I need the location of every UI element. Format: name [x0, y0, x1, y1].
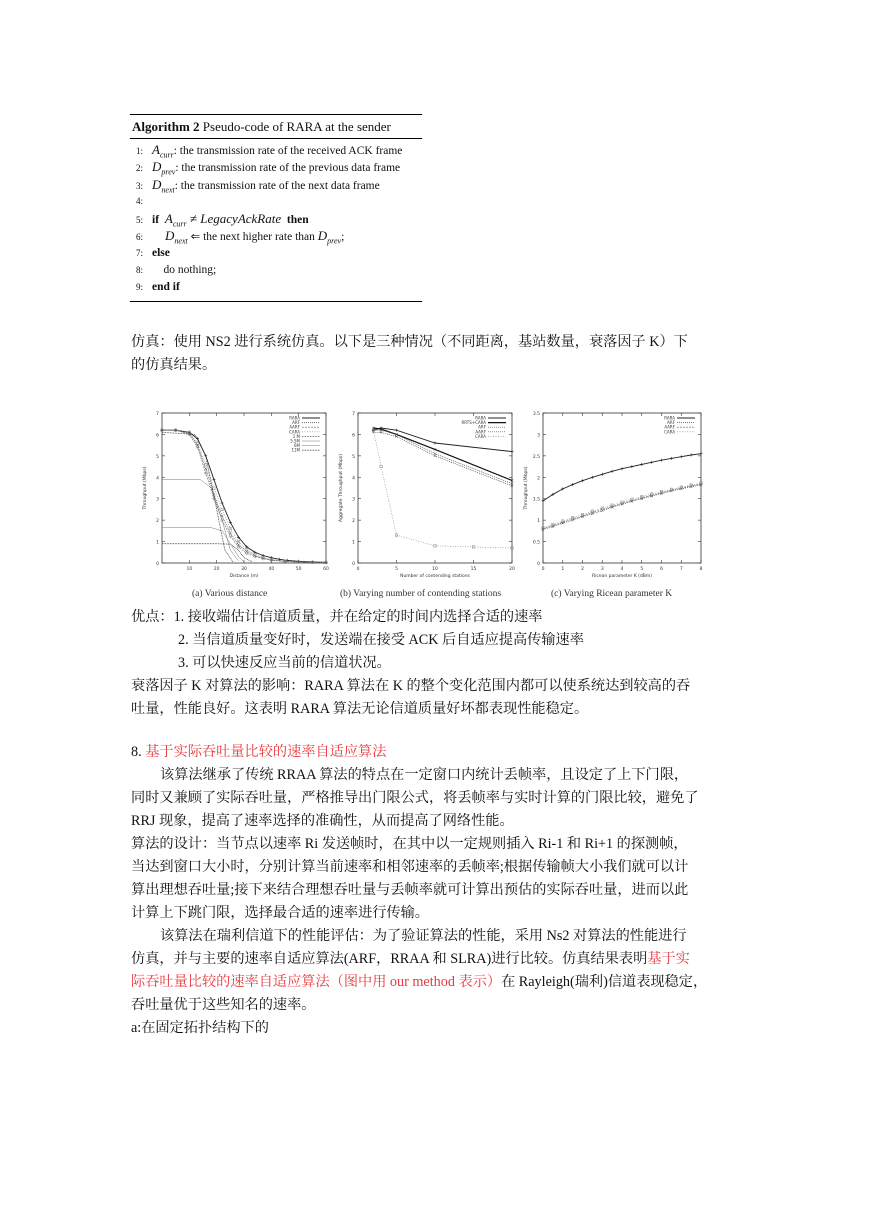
x-tick-label: 40	[268, 567, 275, 572]
y-tick-label: 2	[156, 519, 159, 525]
algorithm-symbol: prev	[327, 236, 342, 246]
data-point	[205, 463, 207, 465]
algorithm-symbol: D	[317, 228, 328, 244]
caption-a: (a) Various distance	[192, 589, 268, 599]
legend-label: 5.5M	[290, 438, 300, 444]
para-2-line-4: 计算上下跳门限，选择最合适的速率进行传输。	[131, 905, 429, 921]
algorithm-symbol: D	[152, 159, 162, 175]
algorithm-text: do nothing;	[152, 264, 217, 277]
x-tick-label: 30	[241, 567, 247, 572]
data-point	[221, 508, 223, 510]
legend-label: AARF	[664, 424, 675, 430]
para-2-line-3: 算出理想吞吐量;接下来结合理想吞吐量与丢帧率就可计算出预估的实际吞吐量，进而以此	[131, 882, 689, 898]
x-tick-label: 6	[660, 567, 663, 572]
para-2-line-1: 算法的设计：当节点以速率 Ri 发送帧时，在其中以一定规则插入 Ri-1 和 Ri+1 的探测帧，	[131, 836, 688, 852]
data-point	[434, 453, 436, 455]
chart-ricean-parameter	[521, 408, 705, 580]
algorithm-title-text: Pseudo-code of RARA at the sender	[202, 119, 391, 134]
x-axis-label: Number of contending stations	[400, 574, 470, 579]
algorithm-keyword: end if	[152, 281, 180, 294]
algorithm-text: : the transmission rate of the next data frame	[174, 179, 380, 192]
x-tick-label: 7	[679, 567, 683, 572]
algorithm-line	[130, 158, 422, 175]
y-tick-label: 4	[156, 476, 159, 482]
algorithm-symbol: curr	[159, 150, 174, 160]
y-tick-label: 2	[352, 519, 355, 525]
section-number: 8.	[131, 744, 146, 760]
algorithm-line	[130, 245, 422, 262]
series-line	[162, 544, 252, 562]
data-point	[700, 452, 703, 455]
data-point	[221, 502, 224, 505]
legend-label: RARA	[289, 415, 300, 421]
legend-label: 6M	[294, 443, 300, 449]
chart-svg	[140, 408, 330, 580]
para-1-line-1: 该算法继承了传统 RRAA 算法的特点在一定窗口内统计丢帧率，且设定了上下门限，	[160, 767, 689, 783]
y-tick-label: 1	[352, 540, 355, 546]
algorithm-line-number: 8:	[136, 265, 144, 276]
algorithm-title	[130, 115, 422, 138]
data-point	[690, 454, 693, 457]
advantage-1: 优点：1. 接收端估计信道质量，并在给定的时间内选择合适的速率	[131, 609, 543, 625]
x-axis-label: Distance (m)	[229, 574, 259, 579]
simulation-intro	[131, 331, 741, 377]
y-tick-label: 3	[156, 497, 159, 503]
algorithm-keyword: if	[152, 214, 162, 227]
x-axis-label: Ricean parameter K (dBm)	[591, 574, 653, 579]
x-tick-label: 1	[561, 567, 565, 572]
x-tick-label: 4	[620, 567, 624, 572]
algorithm-line	[130, 210, 422, 227]
algorithm-line	[130, 227, 422, 244]
algorithm-title-label: Algorithm 2	[132, 119, 200, 134]
y-tick-label: 1.5	[532, 497, 540, 503]
data-point	[434, 455, 436, 457]
data-point	[591, 476, 594, 479]
algorithm-line	[130, 262, 422, 279]
algorithm-lines	[130, 139, 422, 297]
algorithm-line-number: 5:	[136, 215, 144, 226]
x-tick-label: 10	[186, 567, 193, 572]
section-title: 基于实际吞吐量比较的速率自适应算法	[145, 744, 387, 760]
series-line	[373, 432, 512, 486]
y-tick-label: 7	[352, 412, 355, 417]
algorithm-symbol: prev	[161, 167, 176, 177]
data-point	[611, 470, 614, 473]
legend-label: RARA	[475, 415, 486, 421]
x-tick-label: 15	[470, 567, 477, 572]
y-tick-label: 2	[537, 476, 540, 482]
y-tick-label: 6	[156, 433, 159, 439]
caption-c: (c) Varying Ricean parameter K	[551, 589, 673, 599]
y-tick-label: 5	[156, 454, 159, 460]
series-line	[162, 430, 326, 562]
algorithm-symbol: next	[161, 184, 175, 194]
para-4: a:在固定拓扑结构下的	[131, 1020, 269, 1036]
data-point	[621, 467, 624, 470]
section-8	[131, 741, 751, 1040]
algorithm-line	[130, 279, 422, 296]
chart-svg	[336, 408, 516, 580]
algorithm-bottom-rule	[130, 301, 422, 302]
plot-frame	[358, 413, 512, 563]
algorithm-symbol: A	[161, 211, 173, 227]
y-tick-label: 0.5	[532, 540, 540, 546]
chart-contending-stations	[336, 408, 516, 580]
algorithm-keyword: then	[281, 214, 309, 227]
chart-svg	[521, 408, 705, 580]
simulation-line-1: 仿真：使用 NS2 进行系统仿真。以下是三种情况（不同距离，基站数量，衰落因子 K）下	[131, 334, 688, 350]
series-line	[162, 528, 244, 562]
series-line	[373, 430, 512, 484]
legend-label: AARF	[289, 424, 300, 430]
data-point	[601, 473, 604, 476]
data-point	[229, 532, 231, 534]
x-tick-label: 0	[356, 567, 360, 572]
algorithm-symbol: A	[152, 142, 160, 157]
y-tick-label: 0	[537, 562, 540, 567]
y-tick-label: 6	[352, 433, 355, 439]
y-tick-label: 0	[156, 562, 159, 567]
algorithm-line	[130, 193, 422, 210]
algorithm-box	[130, 114, 422, 302]
algorithm-text: ⇐ the next higher rate than	[187, 231, 318, 244]
data-point	[650, 461, 653, 464]
y-tick-label: 4	[352, 476, 355, 482]
data-point	[395, 429, 398, 432]
x-tick-label: 3	[600, 567, 604, 572]
y-axis-label: Throughput (Mbps)	[143, 466, 148, 510]
algorithm-line-number: 9:	[136, 282, 144, 293]
data-point	[680, 455, 683, 458]
series-line	[543, 454, 701, 501]
x-tick-label: 50	[295, 567, 302, 572]
legend-label: CARA	[664, 429, 675, 435]
para-1-line-3: RRJ 现象，提高了速率选择的准确性，从而提高了网络性能。	[131, 813, 514, 829]
series-line	[162, 432, 233, 562]
algorithm-symbol: D	[152, 228, 175, 244]
y-tick-label: 2.5	[532, 454, 540, 460]
para-3-line-1: 该算法在瑞利信道下的性能评估：为了验证算法的性能，采用 Ns2 对算法的性能进行	[160, 928, 687, 944]
series-line	[373, 430, 512, 548]
y-tick-label: 1	[156, 540, 159, 546]
data-point	[670, 457, 673, 460]
legend-label: AARF	[475, 429, 486, 435]
legend-label: CARA	[289, 429, 300, 435]
x-tick-label: 20	[213, 567, 220, 572]
data-point	[571, 483, 574, 486]
algorithm-line-number: 2:	[136, 163, 144, 174]
algorithm-line-number: 6:	[136, 232, 144, 243]
x-tick-label: 5	[640, 567, 644, 572]
legend-label: RARA	[664, 415, 675, 421]
algorithm-line-number: 3:	[136, 180, 144, 191]
series-line	[162, 430, 326, 562]
para-3-line-4: 吞吐量优于这些知名的速率。	[131, 997, 316, 1013]
algorithm-symbol: next	[174, 236, 188, 246]
para-1-line-2: 同时又兼顾了实际吞吐量，严格推导出门限公式，将丢帧率与实时计算的门限比较，避免了	[131, 790, 699, 806]
y-tick-label: 1	[537, 519, 540, 525]
para-2-line-2: 当达到窗口大小时，分别计算当前速率和相邻速率的丢帧率;根据传输帧大小我们就可以计	[131, 859, 689, 875]
advantage-2: 2. 当信道质量变好时，发送端在接受 ACK 后自适应提高传输速率	[178, 632, 584, 648]
legend-label: ARF	[292, 420, 300, 426]
series-line	[162, 479, 239, 560]
y-tick-label: 3	[537, 433, 540, 439]
algorithm-line-number: 7:	[136, 247, 144, 258]
data-point	[212, 478, 215, 481]
x-tick-label: 8	[699, 567, 703, 572]
y-tick-label: 3.5	[532, 412, 540, 417]
algorithm-line	[130, 176, 422, 193]
plot-frame	[162, 413, 326, 563]
data-point	[660, 459, 663, 462]
series-line	[373, 428, 512, 452]
data-point	[581, 479, 584, 482]
y-tick-label: 5	[352, 454, 355, 460]
k-effect-line-1: 衰落因子 K 对算法的影响：RARA 算法在 K 的整个变化范围内都可以使系统达到较高的吞	[131, 678, 691, 694]
para-3-highlight-1: 基于实	[647, 951, 690, 967]
k-effect-line-2: 吐量，性能良好。这表明 RARA 算法无论信道质量好坏都表现性能稳定。	[131, 701, 589, 717]
chart-various-distance	[140, 408, 330, 580]
series-line	[373, 428, 512, 481]
data-point	[511, 450, 514, 453]
y-tick-label: 0	[352, 562, 355, 567]
x-tick-label: 20	[509, 567, 515, 572]
x-tick-label: 60	[323, 567, 329, 572]
para-3-highlight-2: 际吞吐量比较的速率自适应算法（图中用 our method 表示）	[131, 974, 502, 990]
legend-label: 1 M	[292, 433, 300, 439]
advantage-3: 3. 可以快速反应当前的信道状况。	[178, 655, 391, 671]
advantages	[131, 606, 751, 721]
algorithm-text: : the transmission rate of the previous data frame	[175, 162, 401, 175]
algorithm-symbol: ≠ LegacyAckRate	[186, 211, 282, 227]
y-axis-label: Aggregate Throughput (Mbps)	[339, 454, 344, 522]
x-tick-label: 0	[541, 567, 545, 572]
section-heading	[131, 741, 751, 764]
y-tick-label: 7	[156, 412, 159, 417]
series-line	[162, 430, 326, 562]
algorithm-symbol: curr	[172, 219, 187, 229]
data-point	[434, 442, 437, 445]
algorithm-keyword: else	[152, 246, 170, 259]
series-line	[162, 430, 326, 562]
algorithm-text: : the transmission rate of the received ACK frame	[173, 145, 403, 157]
series-line	[543, 485, 701, 530]
legend-label: RRTS+CARA	[461, 420, 486, 426]
simulation-line-2: 的仿真结果。	[131, 357, 217, 373]
legend-label: CARA	[475, 433, 486, 439]
para-3-line-2-text: 仿真，并与主要的速率自适应算法(ARF，RRAA 和 SLRA)进行比较。仿真结果表明	[131, 951, 648, 967]
data-point	[640, 463, 643, 466]
algorithm-line-number: 4:	[136, 195, 144, 206]
y-tick-label: 3	[352, 497, 355, 503]
algorithm-line-number: 1:	[136, 146, 144, 156]
caption-b: (b) Varying number of contending stations	[340, 589, 502, 599]
data-point	[630, 465, 633, 468]
para-3-line-3	[131, 971, 751, 994]
x-tick-label: 2	[581, 567, 584, 572]
para-3-line-3-text: 在 Rayleigh(瑞利)信道表现稳定，	[501, 974, 708, 990]
y-axis-label: Throughput (Mbps)	[524, 466, 529, 510]
algorithm-symbol: D	[152, 176, 162, 192]
para-3-line-2	[131, 948, 751, 971]
legend-label: 11M	[291, 447, 300, 453]
x-tick-label: 5	[395, 567, 398, 572]
algorithm-line	[130, 141, 422, 158]
legend-label: ARF	[667, 420, 675, 426]
x-tick-label: 10	[432, 567, 438, 572]
algorithm-text: ;	[341, 231, 345, 244]
legend-label: ARF	[478, 424, 486, 430]
